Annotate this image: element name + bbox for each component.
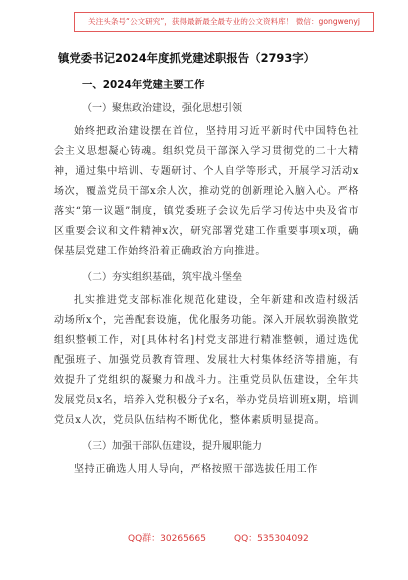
qq-group-number: QQ群：30265665 [128, 534, 206, 544]
qq-number: QQ：535304092 [233, 534, 309, 544]
promo-banner: 关注头条号“公文研究”，获得最新最全最专业的公文资料库！ 微信：gongwenyj [74, 12, 374, 32]
subsection-heading-3: （三）加强干部队伍建设，提升履职能力 [82, 441, 262, 452]
subsection-heading-1: （一）聚焦政治建设，强化思想引领 [82, 103, 242, 114]
section-heading: 一、2024年党建主要工作 [82, 79, 205, 91]
footer-contact [128, 531, 328, 544]
subsection-heading-2: （二）夯实组织基础，筑牢战斗堡垒 [82, 272, 242, 283]
document-body [54, 50, 359, 486]
paragraph-1: 始终把政治建设摆在首位，坚持用习近平新时代中国特色社会主义思想凝心铸魂。组织党员干部深入学习贯彻党的二十大精神，通过集中培训、专题研讨、个人自学等形式，开展学习活动x场次，覆盖党员干部x余人次，推动党的创新理论入脑入心。严格落实“第一议题”制度，镇党委班子会议先后学习传达中央及省市区重要会议和文件精神x次，研究部署党建工作重要事项x项，确保基层党建工作始终沿着正确政治方向推进。 [54, 126, 359, 257]
paragraph-3: 坚持正确选人用人导向，严格按照干部选拔任用工作 [74, 464, 318, 475]
document-title: 镇党委书记2024年度抓党建述职报告（2793字） [58, 51, 316, 65]
paragraph-2: 扎实推进党支部标准化规范化建设，全年新建和改造村级活动场所x个，完善配套设施，优化服务功能。深入开展软弱涣散党组织整顿工作，对[具体村名]村党支部进行精准整顿，通过选优配强班子、加强党员教育管理、发展壮大村集体经济等措施，有效提升了党组织的凝聚力和战斗力。注重党员队伍建设，全年共发展党员x名，培养入党积极分子x名，举办党员培训班x期，培训党员x人次，党员队伍结构不断优化，整体素质明显提高。 [54, 295, 359, 426]
